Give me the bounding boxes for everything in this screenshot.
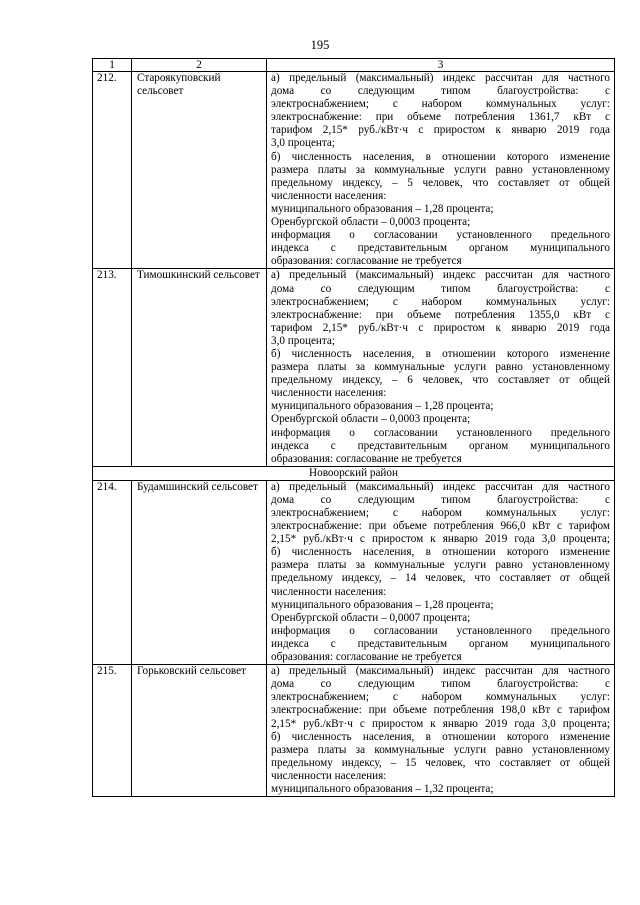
description-line: дома со следующим типом благоустройства: с (271, 85, 610, 98)
description-line: размера платы за коммунальные услуги равно установленному (271, 559, 610, 572)
row-number: 213. (93, 269, 132, 466)
description-line: б) численность населения, в отношении которого изменение (271, 347, 610, 360)
description-line: а) предельный (максимальный) индекс рассчитан для частного (271, 665, 610, 678)
table-row (93, 72, 615, 269)
row-number: 215. (93, 665, 132, 797)
description-line: б) численность населения, в отношении которого изменение (271, 150, 610, 163)
row-number: 212. (93, 72, 132, 269)
table-header-row (93, 59, 615, 72)
description-line: электроснабжение: при объеме потребления 1355,0 кВт с (271, 308, 610, 321)
index-description (267, 480, 615, 664)
description-line: размера платы за коммунальные услуги равно установленному (271, 361, 610, 374)
description-line: Оренбургской области – 0,0003 процента; (271, 413, 471, 426)
description-line: образования: согласование не требуется (271, 452, 462, 465)
description-line: электроснабжение: при объеме потребления 1361,7 кВт с (271, 111, 610, 124)
description-line: предельному индексу, – 14 человек, что составляет от общей (271, 572, 610, 585)
index-description (267, 72, 615, 269)
row-number: 214. (93, 480, 132, 664)
tariff-table (92, 58, 615, 797)
table-row (93, 269, 615, 466)
settlement-name: Горьковский сельсовет (132, 665, 267, 797)
table-row (93, 480, 615, 664)
description-line: предельному индексу, – 5 человек, что составляет от общей (271, 176, 610, 189)
description-line: Оренбургской области – 0,0007 процента; (271, 611, 471, 624)
description-line: муниципального образования – 1,28 процента; (271, 400, 494, 413)
description-line: размера платы за коммунальные услуги равно установленному (271, 163, 610, 176)
description-line: 2,15* руб./кВт·ч с приростом к январю 2019 года 3,0 процента; (271, 717, 610, 730)
region-row (93, 466, 615, 480)
description-line: численности населения: (271, 387, 387, 400)
description-line: 2,15* руб./кВт·ч с приростом к январю 2019 года 3,0 процента; (271, 533, 610, 546)
index-description (267, 269, 615, 466)
description-line: муниципального образования – 1,28 процента; (271, 202, 494, 215)
settlement-name: Староякуповский сельсовет (132, 72, 267, 269)
description-line: предельному индексу, – 6 человек, что составляет от общей (271, 374, 610, 387)
description-line: численности населения: (271, 769, 387, 782)
description-line: индекса с представительным органом муниципального (271, 439, 610, 452)
description-line: б) численность населения, в отношении которого изменение (271, 730, 610, 743)
description-line: дома со следующим типом благоустройства: с (271, 678, 610, 691)
description-line: образования: согласование не требуется (271, 255, 462, 268)
description-line: электроснабжением; с набором коммунальных услуг: (271, 98, 610, 111)
column-header-2: 2 (132, 59, 267, 72)
page-number: 195 (310, 38, 330, 52)
description-line: а) предельный (максимальный) индекс рассчитан для частного (271, 480, 610, 493)
description-line: муниципального образования – 1,32 процента; (271, 782, 494, 795)
description-line: электроснабжением; с набором коммунальных услуг: (271, 507, 610, 519)
region-heading: Новоорский район (93, 466, 615, 480)
description-line: численности населения: (271, 585, 387, 598)
description-line: муниципального образования – 1,28 процента; (271, 598, 494, 611)
description-line: индекса с представительным органом муниципального (271, 637, 610, 650)
description-line: информация о согласовании установленного предельного (271, 426, 610, 439)
description-line: образования: согласование не требуется (271, 651, 462, 664)
description-line: дома со следующим типом благоустройства: с (271, 282, 610, 295)
description-line: индекса с представительным органом муниципального (271, 242, 610, 255)
description-line: а) предельный (максимальный) индекс рассчитан для частного (271, 72, 610, 84)
settlement-name: Тимошкинский сельсовет (132, 269, 267, 466)
column-header-3: 3 (267, 59, 615, 72)
description-line: размера платы за коммунальные услуги равно установленному (271, 743, 610, 756)
description-line: информация о согласовании установленного предельного (271, 624, 610, 637)
description-line: тарифом 2,15* руб./кВт·ч с приростом к январю 2019 года (271, 124, 610, 137)
description-line: электроснабжением; с набором коммунальных услуг: (271, 295, 610, 308)
column-header-1: 1 (93, 59, 132, 72)
description-line: тарифом 2,15* руб./кВт·ч с приростом к январю 2019 года (271, 321, 610, 334)
description-line: электроснабжение: при объеме потребления 198,0 кВт с тарифом (271, 704, 610, 717)
description-line: Оренбургской области – 0,0003 процента; (271, 216, 471, 229)
description-line: дома со следующим типом благоустройства: с (271, 493, 610, 506)
description-line: электроснабжение: при объеме потребления 966,0 кВт с тарифом (271, 520, 610, 533)
description-line: информация о согласовании установленного предельного (271, 229, 610, 242)
description-line: электроснабжением; с набором коммунальных услуг: (271, 691, 610, 704)
description-line: 3,0 процента; (271, 137, 335, 150)
table-row (93, 665, 615, 797)
description-line: б) численность населения, в отношении которого изменение (271, 546, 610, 559)
index-description (267, 665, 615, 797)
description-line: 3,0 процента; (271, 334, 335, 347)
description-line: а) предельный (максимальный) индекс рассчитан для частного (271, 269, 610, 282)
description-line: предельному индексу, – 15 человек, что составляет от общей (271, 756, 610, 769)
settlement-name: Будамшинский сельсовет (132, 480, 267, 664)
description-line: численности населения: (271, 189, 387, 202)
